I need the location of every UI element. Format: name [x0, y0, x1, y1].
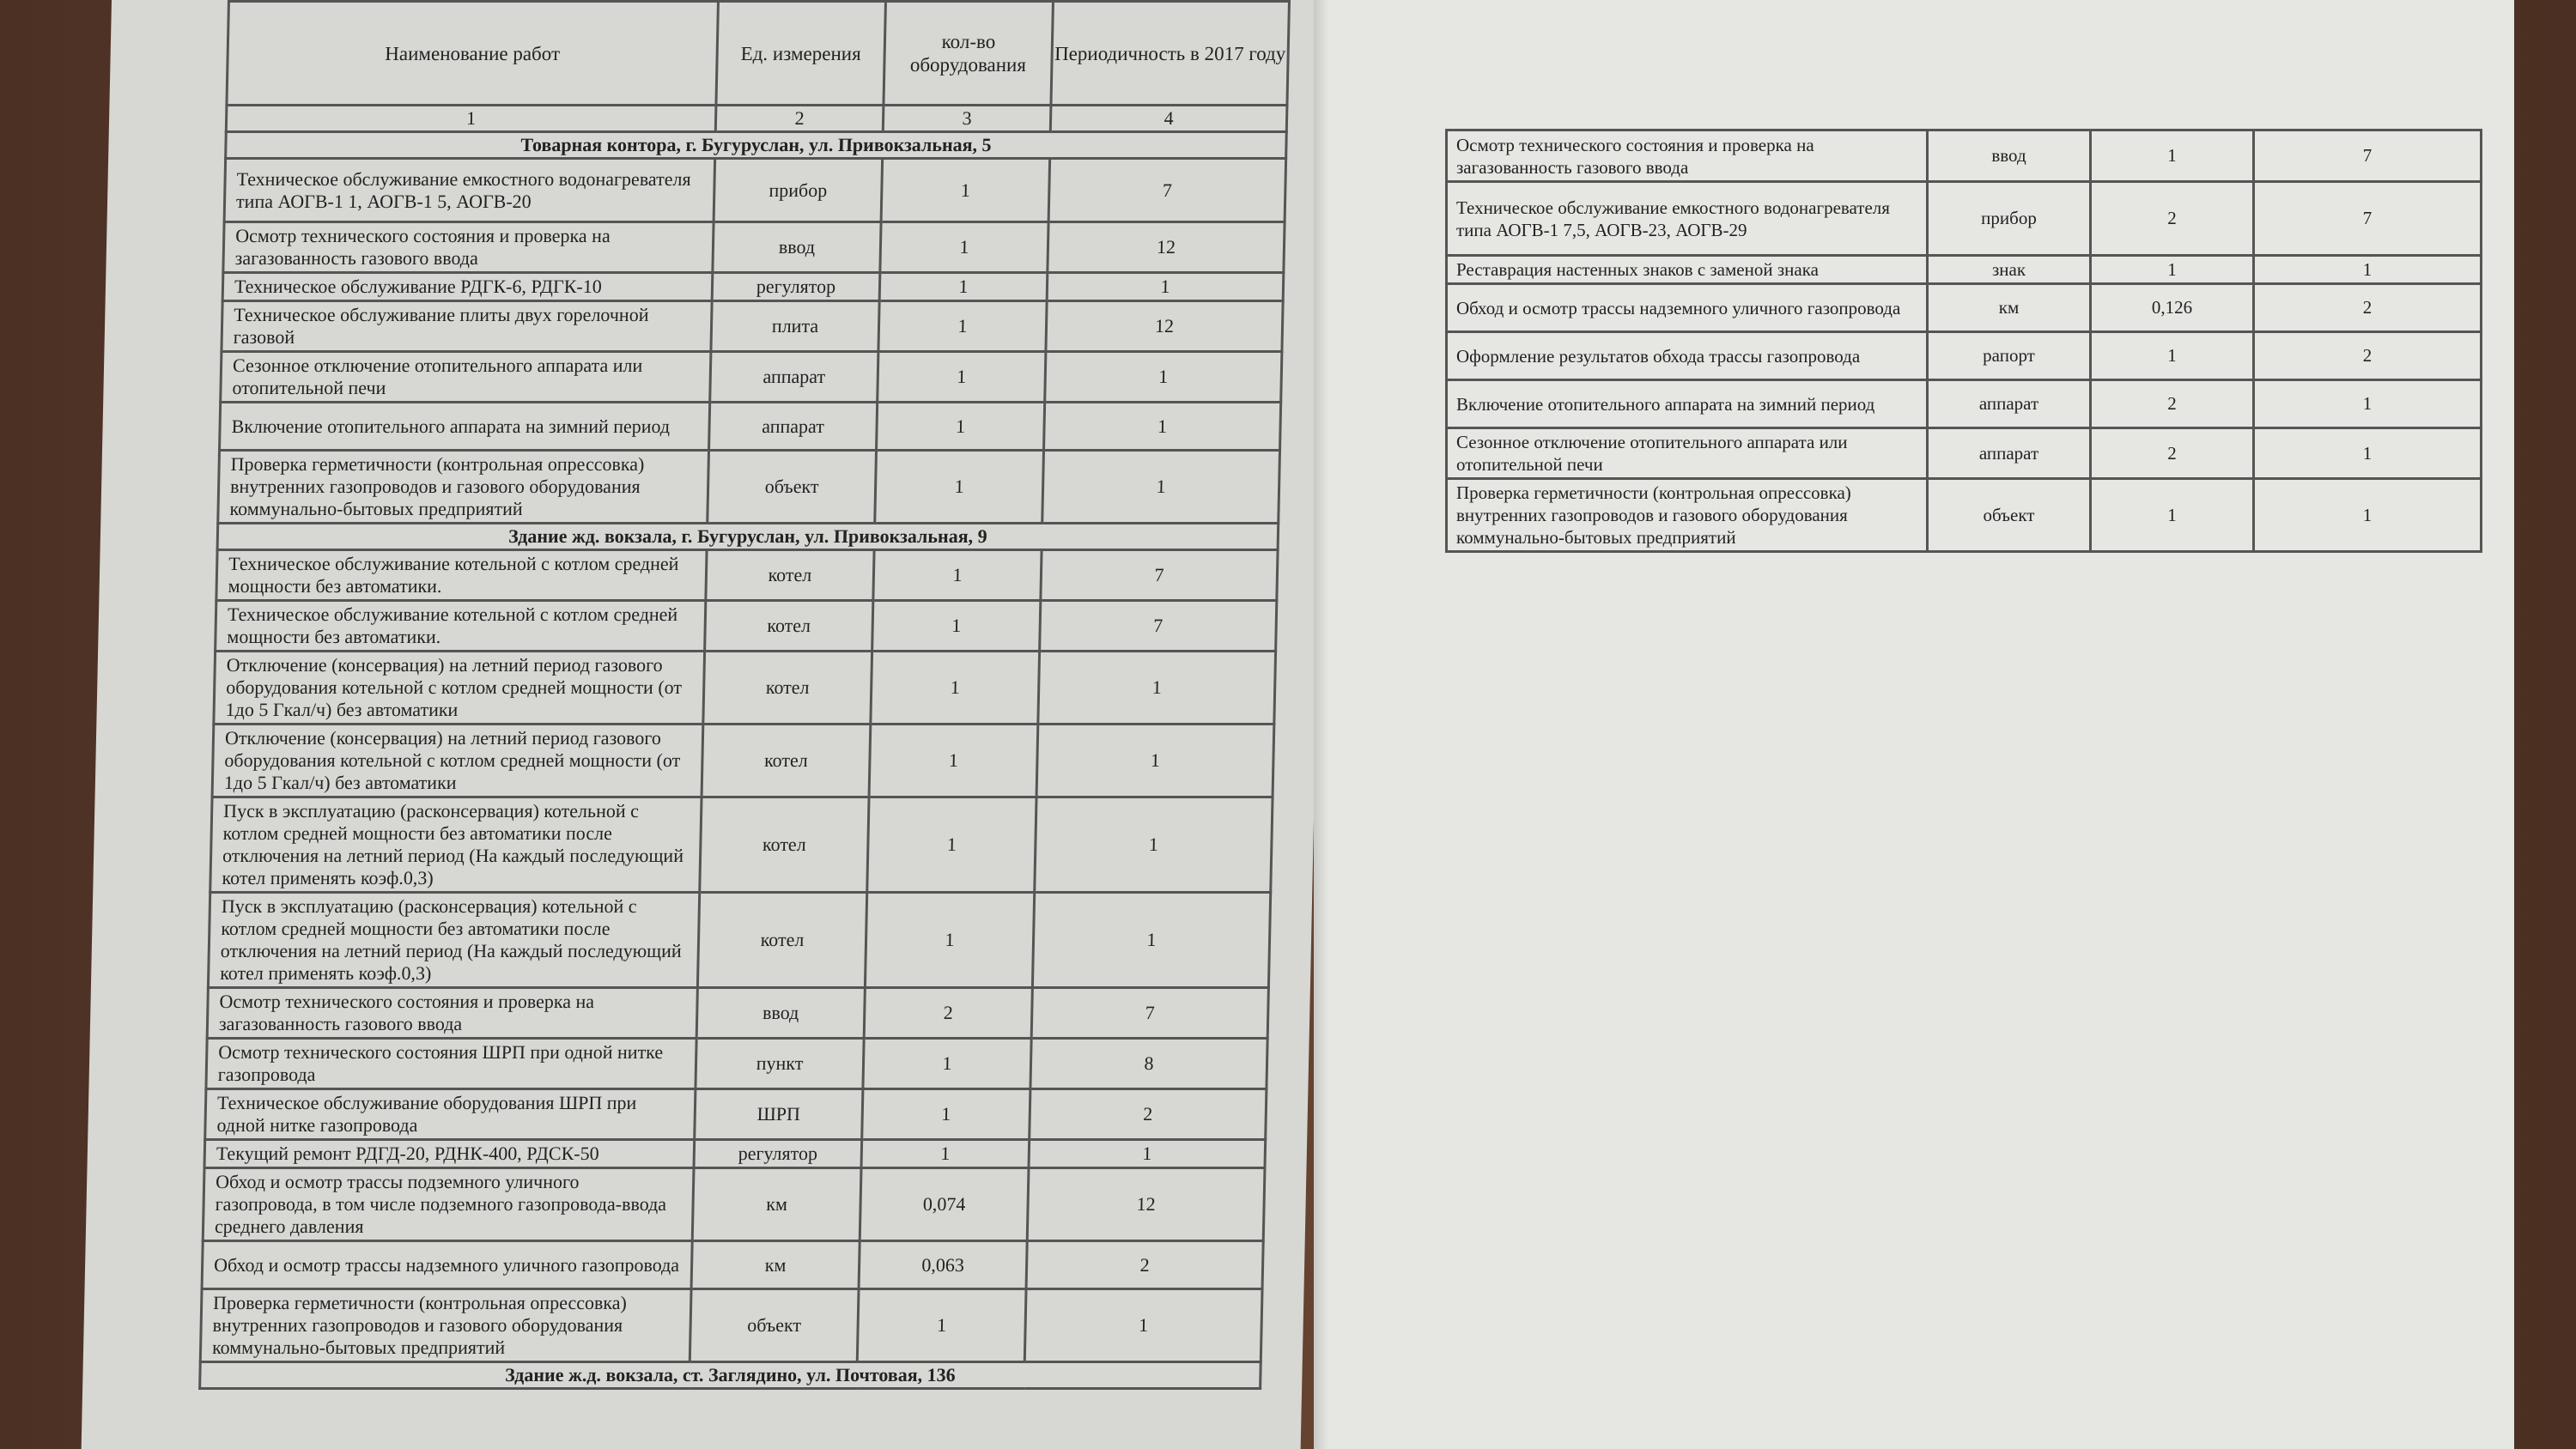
work-name-cell: Осмотр технического состояния и проверка на загазованность газового ввода: [223, 222, 714, 273]
periodicity-cell: 12: [1046, 301, 1283, 352]
periodicity-cell: 1: [1045, 352, 1282, 403]
unit-cell: прибор: [1928, 182, 2091, 256]
work-name-cell: Техническое обслуживание котельной с котлом средней мощности без автоматики.: [216, 601, 706, 652]
quantity-cell: 1: [869, 724, 1038, 797]
unit-cell: рапорт: [1928, 332, 2091, 380]
unit-cell: пункт: [696, 1039, 864, 1089]
unit-cell: плита: [711, 301, 879, 352]
unit-cell: объект: [1928, 479, 2091, 552]
unit-cell: котел: [705, 601, 873, 652]
quantity-cell: 1: [871, 652, 1040, 724]
quantity-cell: 1: [2091, 479, 2254, 552]
table-row: [1447, 428, 2482, 479]
quantity-cell: 1: [872, 601, 1041, 652]
work-name-cell: Осмотр технического состояния и проверка на загазованность газового ввода: [1447, 130, 1928, 182]
periodicity-cell: 1: [2254, 479, 2482, 552]
table-row: [210, 797, 1273, 893]
quantity-cell: 2: [2091, 380, 2254, 428]
periodicity-cell: 1: [2254, 380, 2482, 428]
unit-cell: аппарат: [710, 352, 878, 403]
table-row: [216, 601, 1277, 652]
periodicity-cell: 7: [1048, 159, 1286, 222]
quantity-cell: 1: [873, 550, 1042, 601]
periodicity-cell: 1: [2254, 256, 2482, 284]
table-row: [1447, 256, 2482, 284]
table-row: [203, 1168, 1265, 1241]
work-name-cell: Сезонное отключение отопительного аппарата или отопительной печи: [221, 352, 711, 403]
unit-cell: прибор: [714, 159, 883, 222]
quantity-cell: 1: [2091, 256, 2254, 284]
periodicity-cell: 1: [1035, 797, 1273, 893]
column-number-row: [226, 106, 1287, 132]
table-row: [222, 273, 1284, 301]
work-name-cell: Сезонное отключение отопительного аппарата или отопительной печи: [1447, 428, 1928, 479]
table-row: [200, 1289, 1262, 1362]
periodicity-cell: 8: [1030, 1039, 1267, 1089]
periodicity-cell: 7: [1041, 550, 1278, 601]
work-name-cell: Техническое обслуживание оборудования ШРП при одной нитке газопровода: [205, 1089, 696, 1140]
quantity-cell: 0,126: [2091, 284, 2254, 332]
table-row: [1447, 479, 2482, 552]
left-page: [82, 0, 1331, 1449]
quantity-cell: 1: [877, 403, 1045, 451]
unit-cell: регулятор: [694, 1140, 862, 1168]
unit-cell: объект: [708, 451, 877, 524]
periodicity-cell: 2: [2254, 332, 2482, 380]
quantity-cell: 1: [862, 1089, 1030, 1140]
periodicity-cell: 7: [2254, 182, 2482, 256]
table-row: [216, 550, 1278, 601]
quantity-cell: 1: [875, 451, 1044, 524]
unit-cell: регулятор: [712, 273, 880, 301]
work-name-cell: Оформление результатов обхода трассы газопровода: [1447, 332, 1928, 380]
quantity-cell: 1: [2091, 130, 2254, 182]
quantity-cell: 1: [863, 1039, 1031, 1089]
quantity-cell: 1: [865, 893, 1034, 988]
quantity-cell: 2: [864, 988, 1032, 1039]
table-row: [221, 352, 1282, 403]
table-row: [220, 403, 1281, 451]
unit-cell: аппарат: [1928, 380, 2091, 428]
section-title: Здание жд. вокзала, г. Бугуруслан, ул. Привокзальная, 9: [217, 524, 1279, 550]
column-number: 3: [883, 106, 1051, 132]
quantity-cell: 1: [2091, 332, 2254, 380]
periodicity-cell: 1: [1029, 1140, 1266, 1168]
table-row: [1447, 182, 2482, 256]
table-row: [1447, 332, 2482, 380]
unit-cell: котел: [706, 550, 874, 601]
header-work-name: Наименование работ: [227, 2, 719, 106]
section-header-row: [200, 1362, 1261, 1389]
header-unit: Ед. измерения: [716, 2, 886, 106]
table-row: [208, 893, 1270, 988]
periodicity-cell: 1: [1038, 652, 1276, 724]
quantity-cell: 0,063: [859, 1241, 1027, 1289]
periodicity-cell: 2: [1026, 1241, 1263, 1289]
table-row: [205, 1089, 1267, 1140]
quantity-cell: 1: [857, 1289, 1026, 1362]
quantity-cell: 0,074: [860, 1168, 1029, 1241]
table-row: [218, 451, 1280, 524]
section-title: Здание ж.д. вокзала, ст. Заглядино, ул. Почтовая, 136: [200, 1362, 1261, 1389]
unit-cell: знак: [1928, 256, 2091, 284]
periodicity-cell: 2: [2254, 284, 2482, 332]
column-number: 1: [226, 106, 716, 132]
work-name-cell: Осмотр технического состояния и проверка на загазованность газового ввода: [207, 988, 697, 1039]
section-header-row: [226, 132, 1287, 159]
column-number: 2: [715, 106, 884, 132]
unit-cell: км: [1928, 284, 2091, 332]
table-row: [224, 159, 1286, 222]
unit-cell: аппарат: [709, 403, 878, 451]
periodicity-cell: 1: [2254, 428, 2482, 479]
table-row: [1447, 284, 2482, 332]
periodicity-cell: 2: [1030, 1089, 1267, 1140]
unit-cell: котел: [697, 893, 866, 988]
section-title: Товарная контора, г. Бугуруслан, ул. Привокзальная, 5: [226, 132, 1287, 159]
quantity-cell: 1: [878, 301, 1047, 352]
unit-cell: аппарат: [1928, 428, 2091, 479]
work-name-cell: Обход и осмотр трассы надземного уличного газопровода: [1447, 284, 1928, 332]
periodicity-cell: 1: [1047, 273, 1284, 301]
right-page: [1329, 0, 2514, 1449]
table-row: [214, 652, 1276, 724]
unit-cell: ввод: [696, 988, 865, 1039]
work-name-cell: Проверка герметичности (контрольная опрессовка) внутренних газопроводов и газового оборудования коммунально-бытовых предприятий: [200, 1289, 691, 1362]
work-name-cell: Отключение (консервация) на летний период газового оборудования котельной с котлом средней мощности (от 1до 5 Гкал/ч) без автоматики: [212, 724, 703, 797]
work-name-cell: Техническое обслуживание плиты двух горелочной газовой: [222, 301, 712, 352]
table-row: [204, 1140, 1266, 1168]
periodicity-cell: 7: [1040, 601, 1277, 652]
unit-cell: км: [692, 1168, 861, 1241]
table-row: [222, 301, 1283, 352]
section-header-row: [217, 524, 1279, 550]
quantity-cell: 1: [881, 159, 1050, 222]
work-name-cell: Техническое обслуживание котельной с котлом средней мощности без автоматики.: [216, 550, 707, 601]
table-row: [212, 724, 1274, 797]
unit-cell: котел: [700, 797, 869, 893]
right-works-table: [1445, 129, 2482, 553]
work-name-cell: Пуск в эксплуатацию (расконсервация) котельной с котлом средней мощности без автоматики после отключения на летний период (На каждый последующий котел применять коэф.0,3): [208, 893, 699, 988]
work-name-cell: Включение отопительного аппарата на зимний период: [1447, 380, 1928, 428]
work-name-cell: Техническое обслуживание емкостного водонагревателя типа АОГВ-1 1, АОГВ-1 5, АОГВ-20: [224, 159, 715, 222]
work-name-cell: Отключение (консервация) на летний период газового оборудования котельной с котлом средней мощности (от 1до 5 Гкал/ч) без автоматики: [214, 652, 705, 724]
periodicity-cell: 7: [1031, 988, 1268, 1039]
unit-cell: котел: [702, 724, 871, 797]
work-name-cell: Текущий ремонт РДГД-20, РДНК-400, РДСК-50: [204, 1140, 695, 1168]
periodicity-cell: 7: [2254, 130, 2482, 182]
work-name-cell: Включение отопительного аппарата на зимний период: [220, 403, 710, 451]
work-name-cell: Пуск в эксплуатацию (расконсервация) котельной с котлом средней мощности без автоматики после отключения на летний период (На каждый последующий котел применять коэф.0,3): [210, 797, 702, 893]
work-name-cell: Обход и осмотр трассы подземного уличного газопровода, в том числе подземного газопровода-ввода среднего давления: [203, 1168, 694, 1241]
quantity-cell: 1: [867, 797, 1036, 893]
quantity-cell: 1: [861, 1140, 1030, 1168]
work-name-cell: Осмотр технического состояния ШРП при одной нитке газопровода: [206, 1039, 696, 1089]
table-row: [223, 222, 1285, 273]
work-name-cell: Проверка герметичности (контрольная опрессовка) внутренних газопроводов и газового оборудования коммунально-бытовых предприятий: [218, 451, 709, 524]
work-name-cell: Техническое обслуживание РДГК-6, РДГК-10: [222, 273, 713, 301]
unit-cell: ввод: [713, 222, 881, 273]
unit-cell: котел: [703, 652, 872, 724]
periodicity-cell: 1: [1032, 893, 1270, 988]
work-name-cell: Техническое обслуживание емкостного водонагревателя типа АОГВ-1 7,5, АОГВ-23, АОГВ-29: [1447, 182, 1928, 256]
unit-cell: км: [691, 1241, 860, 1289]
table-row: [206, 1039, 1267, 1089]
left-works-table: [198, 0, 1291, 1390]
periodicity-cell: 12: [1048, 222, 1285, 273]
quantity-cell: 1: [880, 222, 1048, 273]
quantity-cell: 2: [2091, 182, 2254, 256]
left-table-body: [200, 2, 1290, 1389]
work-name-cell: Проверка герметичности (контрольная опрессовка) внутренних газопроводов и газового оборудования коммунально-бытовых предприятий: [1447, 479, 1928, 552]
unit-cell: объект: [690, 1289, 859, 1362]
header-periodicity: Периодичность в 2017 году: [1051, 2, 1290, 106]
periodicity-cell: 1: [1042, 451, 1280, 524]
quantity-cell: 1: [878, 352, 1046, 403]
unit-cell: ШРП: [695, 1089, 863, 1140]
quantity-cell: 1: [879, 273, 1048, 301]
work-name-cell: Реставрация настенных знаков с заменой знака: [1447, 256, 1928, 284]
table-row: [207, 988, 1268, 1039]
right-table-body: [1447, 130, 2482, 552]
quantity-cell: 2: [2091, 428, 2254, 479]
periodicity-cell: 1: [1036, 724, 1274, 797]
table-row: [202, 1241, 1263, 1289]
periodicity-cell: 12: [1027, 1168, 1265, 1241]
table-header-row: [227, 2, 1290, 106]
header-quantity: кол-во оборудования: [884, 2, 1054, 106]
table-row: [1447, 380, 2482, 428]
periodicity-cell: 1: [1044, 403, 1281, 451]
column-number: 4: [1050, 106, 1287, 132]
unit-cell: ввод: [1928, 130, 2091, 182]
work-name-cell: Обход и осмотр трассы надземного уличного газопровода: [202, 1241, 692, 1289]
periodicity-cell: 1: [1024, 1289, 1262, 1362]
table-row: [1447, 130, 2482, 182]
